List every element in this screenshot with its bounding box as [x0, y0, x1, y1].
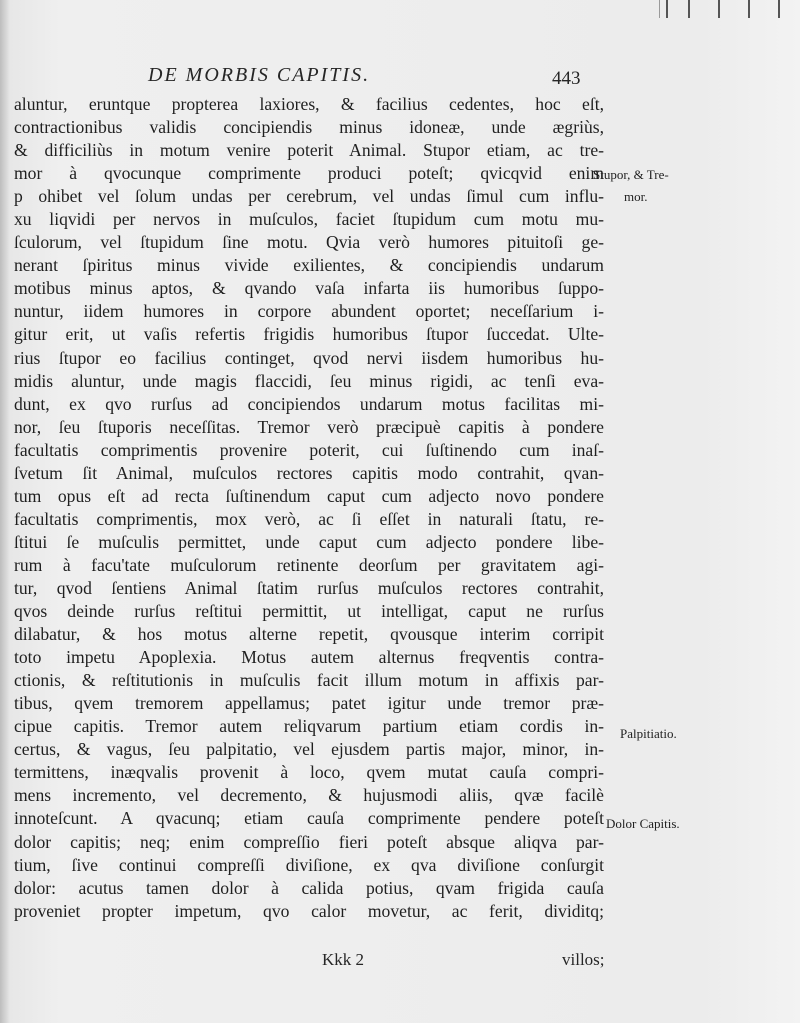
text-line: motibus minus aptos, & qvando vaſa infarta iis humoribus ſuppo-	[14, 278, 604, 299]
text-line: ſculorum, vel ſtupidum ſine motu. Qvia verò humores pituitoſi ge-	[14, 232, 604, 253]
page-number: 443	[552, 68, 581, 89]
text-line: xu liqvidi per nervos in muſculos, faciet ſtupidum cum motu mu-	[14, 209, 604, 230]
text-line: qvos deinde rurſus reſtitui permittit, ut intelligat, caput ne rurſus	[14, 601, 604, 622]
margin-note-dolor-capitis: Dolor Capitis.	[606, 816, 680, 831]
text-line: dilabatur, & hos motus alterne repetit, qvousque interim corripit	[14, 624, 604, 645]
text-line: rum à facu'tate muſculorum retinente deorſum per gravitatem agi-	[14, 554, 604, 575]
catchword: villos;	[562, 950, 605, 969]
running-header	[0, 64, 800, 94]
text-line: midis aluntur, unde magis flaccidi, ſeu minus rigidi, ac tenſi eva-	[14, 370, 604, 391]
text-line: tum opus eſt ad recta ſuſtinendum caput cum adjecto novo pondere	[14, 485, 604, 506]
text-line: nerant ſpiritus minus vivide exilientes, & concipiendis undarum	[14, 255, 604, 276]
margin-note-stupor: Stupor, & Tre-	[593, 167, 669, 182]
text-line: toto impetu Apoplexia. Motus autem alternus freqventis contra-	[14, 647, 604, 668]
text-line: tur, qvod ſentiens Animal ſtatim rurſus muſculos rectores contrahit,	[14, 577, 604, 598]
text-line: ſtitui ſe muſculis permittet, unde caput cum adjecto pondere libe-	[14, 531, 604, 552]
text-line: ctionis, & reſtitutionis in muſculis facit illum motum in affixis par-	[14, 670, 604, 691]
margin-note-palpitatio: Palpitiatio.	[620, 726, 677, 741]
text-line: innoteſcunt. A qvacunq; etiam cauſa comprimente pendere poteſt	[14, 808, 604, 829]
text-line: tibus, qvem tremorem appellamus; patet igitur unde tremor præ-	[14, 693, 604, 714]
body-text	[14, 93, 604, 923]
running-title: DE MORBIS CAPITIS.	[148, 64, 371, 86]
text-line: dolor capitis; neq; enim compreſſio fieri poteſt absque aliqva par-	[14, 831, 604, 852]
page-edge-marks	[659, 0, 800, 18]
text-line: mens incremento, vel decremento, & hujusmodi aliis, qvæ facilè	[14, 785, 604, 806]
text-line: aluntur, eruntque propterea laxiores, & facilius cedentes, hoc eſt,	[14, 94, 604, 114]
text-line: p ohibet vel ſolum undas per cerebrum, vel undas ſimul cum influ-	[14, 186, 604, 207]
text-line: ſvetum ſit Animal, muſculos rectores capitis modo contrahit, qvan-	[14, 462, 604, 483]
text-line: gitur erit, ut vaſis refertis frigidis humoribus ſtupor ſuccedat. Ulte-	[14, 324, 604, 345]
text-line: mor à qvocunque comprimente produci poteſt; qvicqvid enim	[14, 163, 604, 184]
text-line: proveniet propter impetum, qvo calor movetur, ac ferit, dividitq;	[14, 900, 604, 921]
text-line: nuntur, iidem humores in corpore abundent oportet; neceſſarium i-	[14, 301, 604, 322]
text-line: termittens, inæqvalis provenit à loco, qvem mutat cauſa compri-	[14, 762, 604, 783]
margin-note-stupor-cont: mor.	[624, 189, 648, 204]
text-line: nor, ſeu ſtuporis neceſſitas. Tremor verò præcipuè capitis à pondere	[14, 416, 604, 437]
text-line: rius ſtupor eo facilius continget, qvod nervi iisdem humoribus hu-	[14, 347, 604, 368]
signature-mark: Kkk 2	[322, 950, 365, 969]
text-line: contractionibus validis concipiendis minus idoneæ, unde ægriùs,	[14, 117, 604, 138]
text-line: dunt, ex qvo rurſus ad concipiendos undarum motus facilitas mi-	[14, 393, 604, 414]
text-line: facultatis comprimentis provenire poterit, cui ſuſtinendo cum inaſ-	[14, 439, 604, 460]
text-line: tium, ſive continui compreſſi diviſione, ex qva diviſione conſurgit	[14, 854, 604, 875]
text-line: facultatis comprimentis, mox verò, ac ſi eſſet in naturali ſtatu, re-	[14, 508, 604, 529]
text-line: certus, & vagus, ſeu palpitatio, vel ejusdem partis major, minor, in-	[14, 739, 604, 760]
text-line: & difficiliùs in motum venire poterit Animal. Stupor etiam, ac tre-	[14, 140, 604, 161]
text-line: cipue capitis. Tremor autem reliqvarum partium etiam cordis in-	[14, 716, 604, 737]
text-line: dolor: acutus tamen dolor à calida potius, qvam frigida cauſa	[14, 877, 604, 898]
